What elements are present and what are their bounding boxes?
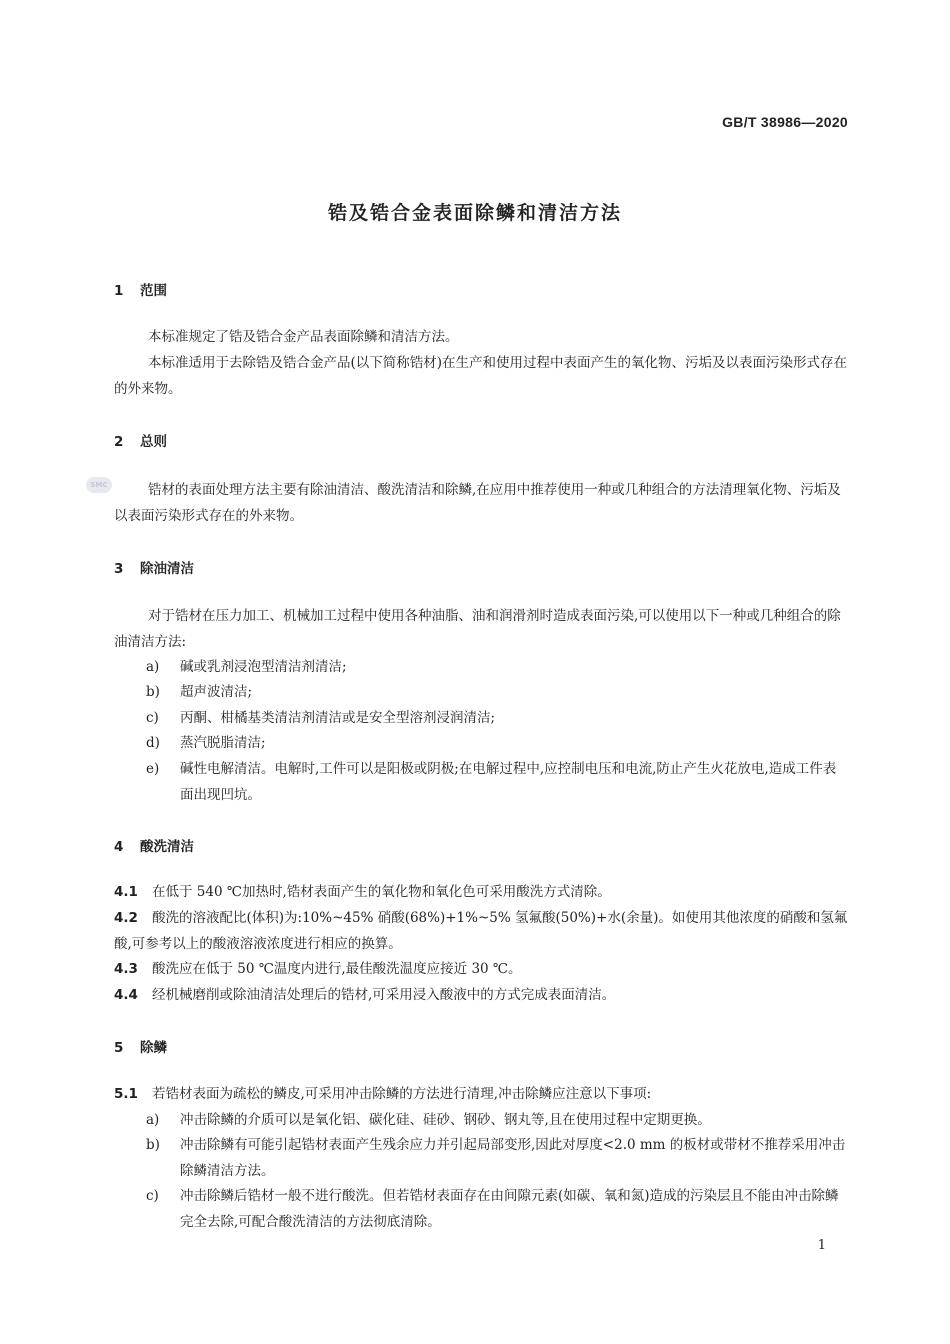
list-label: d) — [146, 735, 160, 751]
clause-number: 4.2 — [114, 910, 138, 926]
section-heading-2 — [114, 430, 167, 450]
document-title: 锆及锆合金表面除鳞和清洁方法 — [327, 202, 622, 224]
clause-5-1 — [114, 1081, 848, 1107]
clause-text: 酸洗的溶液配比(体积)为:10%~45% 硝酸(68%)+1%~5% 氢氟酸(50%)+水(余量)。如使用其他浓度的硝酸和氢氟酸,可参考以上的酸液溶液浓度进行相应的换算。 — [114, 910, 848, 952]
paragraph: 对于锆材在压力加工、机械加工过程中使用各种油脂、油和润滑剂时造成表面污染,可以使用以下一种或几种组合的除油清洁方法: — [114, 608, 841, 650]
clause-text: 若锆材表面为疏松的鳞皮,可采用冲击除鳞的方法进行清理,冲击除鳞应注意以下事项: — [152, 1086, 652, 1102]
section-heading-5 — [114, 1036, 167, 1056]
clause-4-1 — [114, 879, 848, 905]
list-item — [146, 654, 848, 680]
section-title: 总则 — [140, 434, 167, 450]
section-number: 4 — [114, 839, 124, 855]
list-item — [146, 756, 848, 808]
list-item — [146, 705, 848, 731]
section-title: 除鳞 — [140, 1040, 167, 1056]
list-text: 碱或乳剂浸泡型清洁剂清洁; — [180, 659, 347, 675]
list-label: c) — [146, 710, 159, 726]
list-item — [146, 679, 848, 705]
section-number: 5 — [114, 1040, 124, 1056]
standard-code: GB/T 38986—2020 — [722, 114, 848, 130]
paragraph: 锆材的表面处理方法主要有除油清洁、酸洗清洁和除鳞,在应用中推荐使用一种或几种组合的方法清理氧化物、污垢及以表面污染形式存在的外来物。 — [114, 482, 841, 524]
section-number: 1 — [114, 283, 124, 299]
page-number: 1 — [817, 1238, 826, 1253]
list-item — [146, 730, 848, 756]
list-label: c) — [146, 1188, 159, 1204]
watermark-logo: SMC — [86, 477, 112, 493]
section-number: 3 — [114, 561, 124, 577]
section-heading-4 — [114, 835, 194, 855]
list-text: 丙酮、柑橘基类清洁剂清洁或是安全型溶剂浸润清洁; — [180, 710, 496, 726]
section-title: 范围 — [140, 283, 167, 299]
list-text: 碱性电解清洁。电解时,工件可以是阳极或阴极;在电解过程中,应控制电压和电流,防止产生火花放电,造成工件表面出现凹坑。 — [180, 761, 837, 803]
clause-4-3 — [114, 956, 848, 982]
clause-text: 酸洗应在低于 50 ℃温度内进行,最佳酸洗温度应接近 30 ℃。 — [152, 961, 522, 977]
clause-text: 经机械磨削或除油清洁处理后的锆材,可采用浸入酸液中的方式完成表面清洁。 — [152, 987, 616, 1003]
clause-number: 4.1 — [114, 884, 138, 900]
list-text: 超声波清洁; — [180, 684, 253, 700]
list-item — [146, 1107, 848, 1133]
clause-4-2 — [114, 905, 848, 957]
section-heading-1 — [114, 279, 167, 299]
list-text: 冲击除鳞的介质可以是氧化铝、碳化硅、硅砂、钢砂、钢丸等,且在使用过程中定期更换。 — [180, 1112, 711, 1128]
section-heading-3 — [114, 557, 194, 577]
list-item — [146, 1132, 848, 1184]
clause-4-4 — [114, 982, 848, 1008]
clause-number: 5.1 — [114, 1086, 138, 1102]
paragraph: 本标准规定了锆及锆合金产品表面除鳞和清洁方法。 — [148, 329, 459, 345]
list-label: a) — [146, 1112, 160, 1128]
section-title: 除油清洁 — [140, 561, 194, 577]
list-label: e) — [146, 761, 160, 777]
paragraph: 本标准适用于去除锆及锆合金产品(以下简称锆材)在生产和使用过程中表面产生的氧化物、污垢及以表面污染形式存在的外来物。 — [114, 355, 848, 397]
list-text: 冲击除鳞有可能引起锆材表面产生残余应力并引起局部变形,因此对厚度<2.0 mm 的板材或带材不推荐采用冲击除鳞清洁方法。 — [180, 1137, 846, 1179]
list-label: b) — [146, 1137, 160, 1153]
section-title: 酸洗清洁 — [140, 839, 194, 855]
list-label: a) — [146, 659, 160, 675]
list-label: b) — [146, 684, 160, 700]
section-number: 2 — [114, 434, 124, 450]
clause-number: 4.4 — [114, 987, 138, 1003]
clause-number: 4.3 — [114, 961, 138, 977]
list-text: 冲击除鳞后锆材一般不进行酸洗。但若锆材表面存在由间隙元素(如碳、氧和氮)造成的污染层且不能由冲击除鳞完全去除,可配合酸洗清洁的方法彻底清除。 — [180, 1188, 839, 1230]
list-item — [146, 1183, 848, 1235]
clause-text: 在低于 540 ℃加热时,锆材表面产生的氧化物和氧化色可采用酸洗方式清除。 — [152, 884, 611, 900]
list-text: 蒸汽脱脂清洁; — [180, 735, 266, 751]
